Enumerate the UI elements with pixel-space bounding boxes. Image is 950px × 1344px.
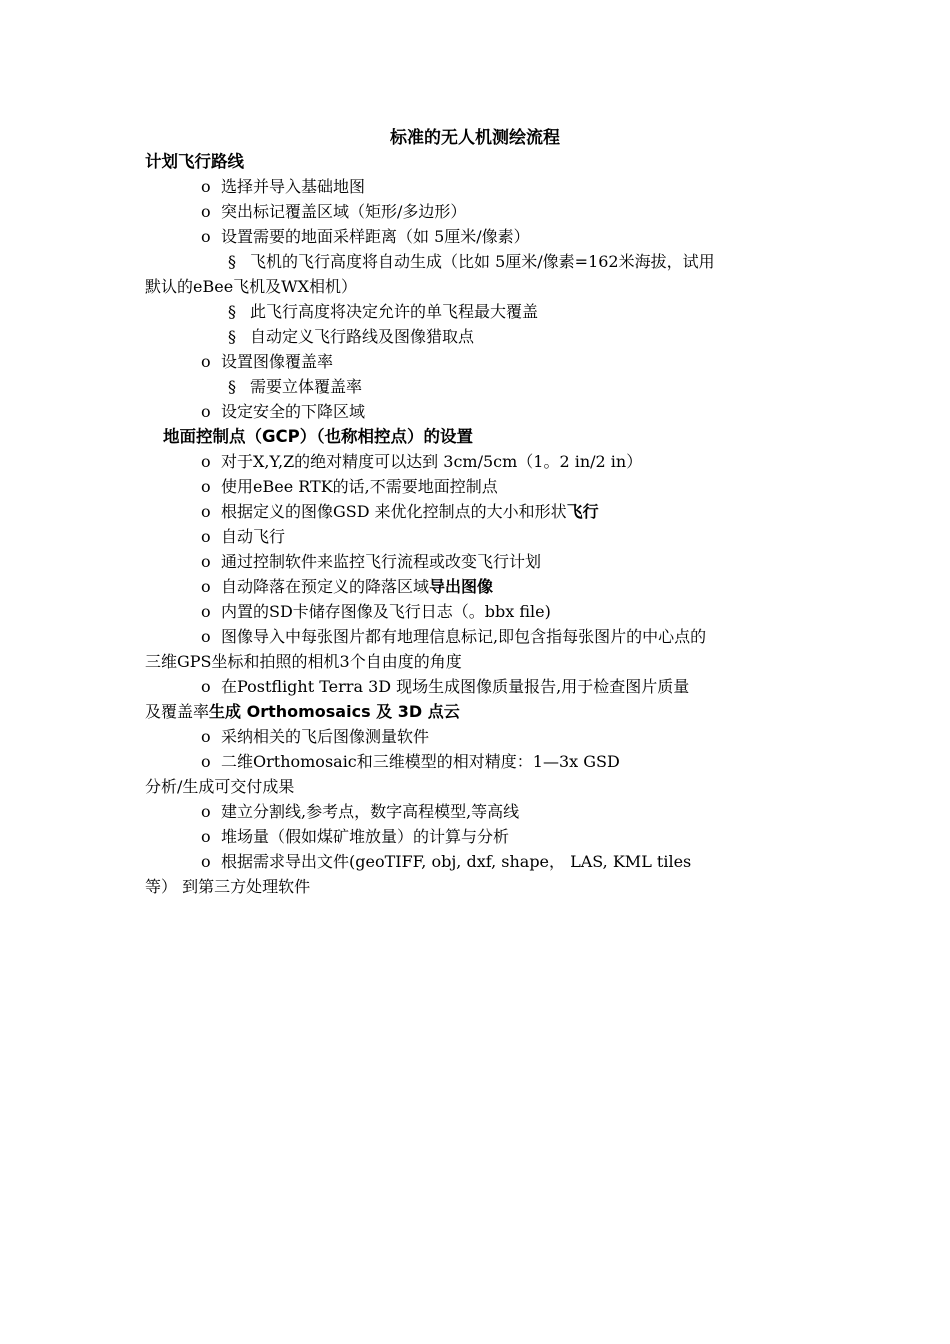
bullet-marker: o (201, 452, 211, 471)
section-sign-marker: § (228, 302, 236, 321)
list-item-text: 根据需求导出文件(geoTIFF, obj, dxf, shape， LAS, KML tiles (221, 852, 692, 871)
list-item-text: 设置图像覆盖率 (221, 352, 334, 371)
list-item-text: 图像导入中每张图片都有地理信息标记,即包含指每张图片的中心点的 (221, 627, 707, 646)
document-body (145, 149, 810, 899)
bullet-marker: o (201, 602, 211, 621)
sub-list-item-text: 飞机的飞行高度将自动生成（比如 5厘米/像素=162米海拔，试用 (250, 252, 715, 271)
bullet-marker: o (201, 552, 211, 571)
section-heading-plan: 计划飞行路线 (145, 152, 244, 171)
list-item-text: 采纳相关的飞后图像测量软件 (221, 727, 430, 746)
sub-list-item-continuation: 默认的eBee飞机及WX相机） (145, 277, 358, 296)
list-item-text: 自动降落在预定义的降落区域 (221, 577, 430, 596)
sub-list-item (145, 324, 810, 349)
list-item (145, 549, 810, 574)
sub-list-item (145, 249, 810, 274)
list-item (145, 349, 810, 374)
list-item (145, 449, 810, 474)
list-item-text: 对于X,Y,Z的绝对精度可以达到 3cm/5cm（1。2 in/2 in） (221, 452, 643, 471)
list-item-text: 根据定义的图像GSD 来优化控制点的大小和形状 (221, 502, 567, 521)
list-item-text: 通过控制软件来监控飞行流程或改变飞行计划 (221, 552, 542, 571)
list-item-text: 堆场量（假如煤矿堆放量）的计算与分析 (221, 827, 510, 846)
section-sign-marker: § (228, 377, 236, 396)
list-item (145, 674, 810, 699)
section-sign-marker: § (228, 327, 236, 346)
list-item (145, 574, 810, 599)
bullet-marker: o (201, 177, 211, 196)
bullet-marker: o (201, 502, 211, 521)
list-item (145, 849, 810, 874)
bullet-marker: o (201, 227, 211, 246)
list-item (145, 824, 810, 849)
list-item (145, 624, 810, 649)
sub-list-item-text: 此飞行高度将决定允许的单飞程最大覆盖 (250, 302, 539, 321)
section-heading-gcp: 地面控制点（GCP）（也称相控点）的设置 (163, 427, 473, 446)
sub-list-item (145, 374, 810, 399)
list-item-text: 设置需要的地面采样距离（如 5厘米/像素） (221, 227, 530, 246)
document-title: 标准的无人机测绘流程 (390, 128, 560, 148)
list-item-text: 选择并导入基础地图 (221, 177, 366, 196)
list-item-text: 在Postflight Terra 3D 现场生成图像质量报告,用于检查图片质量 (221, 677, 690, 696)
bullet-marker: o (201, 577, 211, 596)
list-item (145, 474, 810, 499)
list-item (145, 224, 810, 249)
bullet-marker: o (201, 352, 211, 371)
list-item (145, 749, 810, 774)
sub-list-item-text: 需要立体覆盖率 (250, 377, 363, 396)
list-item-text: 使用eBee RTK的话,不需要地面控制点 (221, 477, 498, 496)
list-item (145, 199, 810, 224)
sub-list-item-text: 自动定义飞行路线及图像猎取点 (250, 327, 475, 346)
list-item-text: 内置的SD卡储存图像及飞行日志（。bbx file) (221, 602, 551, 621)
bullet-marker: o (201, 827, 211, 846)
section-heading-generate: 生成 Orthomosaics 及 3D 点云 (209, 702, 460, 721)
section-sign-marker: § (228, 252, 236, 271)
bullet-marker: o (201, 527, 211, 546)
bullet-marker: o (201, 802, 211, 821)
list-item-text: 突出标记覆盖区域（矩形/多边形） (221, 202, 467, 221)
list-item-text: 自动飞行 (221, 527, 286, 546)
list-item-continuation: 等） 到第三方处理软件 (145, 877, 311, 896)
list-item (145, 174, 810, 199)
list-item-text: 设定安全的下降区域 (221, 402, 366, 421)
list-item (145, 599, 810, 624)
list-item-continuation-text: 及覆盖率 (145, 702, 210, 721)
bullet-marker: o (201, 627, 211, 646)
list-item-text: 建立分割线,参考点，数字高程模型,等高线 (221, 802, 520, 821)
bullet-marker: o (201, 752, 211, 771)
list-item (145, 399, 810, 424)
list-item (145, 524, 810, 549)
bullet-marker: o (201, 852, 211, 871)
bullet-marker: o (201, 727, 211, 746)
list-item-continuation (145, 699, 810, 724)
section-heading-export: 导出图像 (429, 577, 494, 596)
section-heading-flight: 飞行 (566, 502, 599, 521)
bullet-marker: o (201, 202, 211, 221)
list-item-text: 二维Orthomosaic和三维模型的相对精度：1—3x GSD (221, 752, 620, 771)
list-item (145, 499, 810, 524)
list-item (145, 724, 810, 749)
bullet-marker: o (201, 402, 211, 421)
bullet-marker: o (201, 477, 211, 496)
list-item (145, 799, 810, 824)
list-item-continuation: 三维GPS坐标和拍照的相机3个自由度的角度 (145, 652, 462, 671)
section-heading-analysis: 分析/生成可交付成果 (145, 777, 295, 796)
bullet-marker: o (201, 677, 211, 696)
sub-list-item (145, 299, 810, 324)
